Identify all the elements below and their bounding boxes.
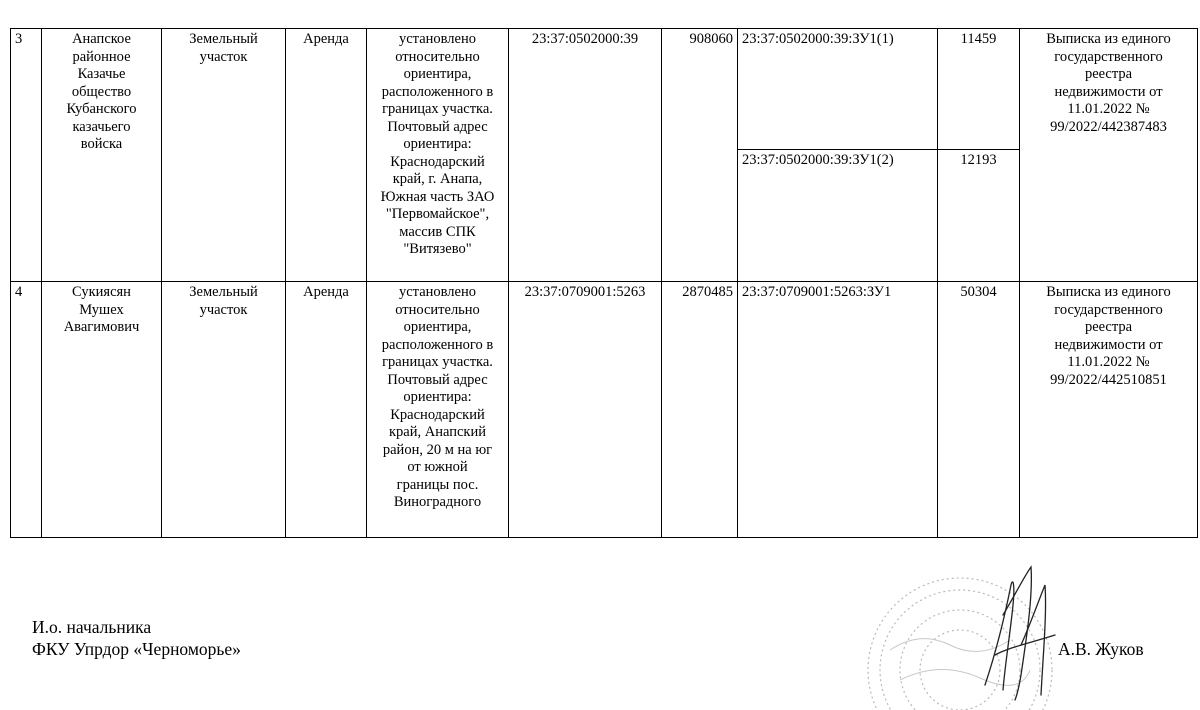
row-number: 4 (11, 282, 42, 538)
part-number-cell: 23:37:0502000:39:ЗУ1(1) (738, 29, 938, 150)
document-cell: Выписка из единого государственного реестра недвижимости от 11.01.2022 № 99/2022/442387483 (1020, 29, 1198, 282)
part-area-cell: 12193 (938, 150, 1020, 282)
address-cell: установлено относительно ориентира, расположенного в границах участка. Почтовый адрес ориентира: Краснодарский край, Анапский район, 20 м на юг от южной границы пос. Виноградного (367, 282, 509, 538)
area-cell: 2870485 (662, 282, 738, 538)
area-cell: 908060 (662, 29, 738, 282)
position-line-1: И.о. начальника (32, 617, 152, 637)
object-type-cell: Земельный участок (162, 282, 286, 538)
signature-mark (975, 555, 1065, 705)
address-cell: установлено относительно ориентира, расположенного в границах участка. Почтовый адрес ориентира: Краснодарский край, г. Анапа, Южная часть ЗАО "Первомайское", массив СПК "Витязево" (367, 29, 509, 282)
part-number-cell: 23:37:0709001:5263:ЗУ1 (738, 282, 938, 538)
row-number: 3 (11, 29, 42, 282)
part-number-cell: 23:37:0502000:39:ЗУ1(2) (738, 150, 938, 282)
cadastral-number-cell: 23:37:0709001:5263 (509, 282, 662, 538)
owner-cell: Сукиясян Мушех Авагимович (42, 282, 162, 538)
signatory-position (32, 616, 241, 660)
cadastral-number-cell: 23:37:0502000:39 (509, 29, 662, 282)
position-line-2: ФКУ Упрдор «Черноморье» (32, 639, 241, 659)
right-type-cell: Аренда (286, 282, 367, 538)
signatory-name: А.В. Жуков (1058, 639, 1144, 659)
table-row (11, 282, 1198, 538)
part-area-cell: 50304 (938, 282, 1020, 538)
land-plots-table (10, 28, 1198, 538)
right-type-cell: Аренда (286, 29, 367, 282)
owner-cell: Анапское районное Казачье общество Кубанского казачьего войска (42, 29, 162, 282)
table-row (11, 29, 1198, 150)
part-area-cell: 11459 (938, 29, 1020, 150)
object-type-cell: Земельный участок (162, 29, 286, 282)
document-cell: Выписка из единого государственного реестра недвижимости от 11.01.2022 № 99/2022/442510851 (1020, 282, 1198, 538)
